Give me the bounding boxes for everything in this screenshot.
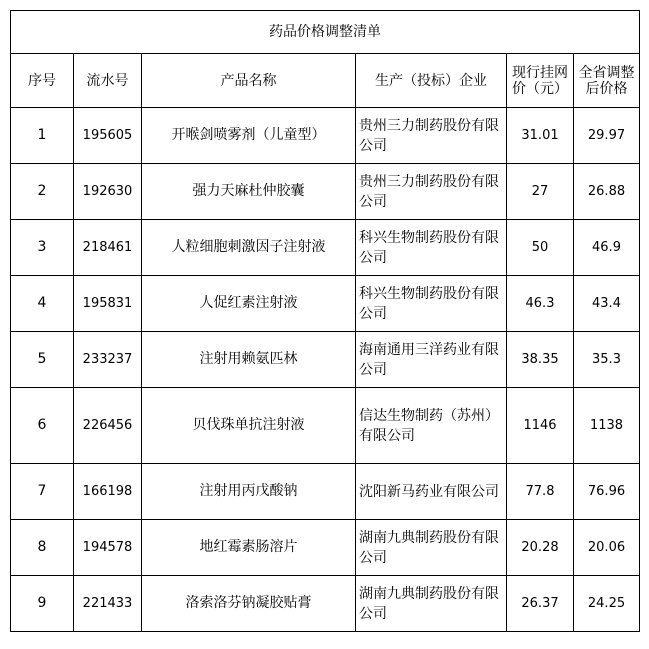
cell-serial: 194578 [74, 520, 142, 576]
cell-company: 贵州三力制药股份有限公司 [356, 108, 507, 164]
cell-serial: 226456 [74, 388, 142, 464]
cell-company: 信达生物制药（苏州）有限公司 [356, 388, 507, 464]
cell-product: 注射用丙戊酸钠 [142, 464, 356, 520]
table-row [11, 108, 640, 164]
cell-serial: 192630 [74, 164, 142, 220]
cell-adjusted-price: 43.4 [574, 276, 640, 332]
cell-adjusted-price: 29.97 [574, 108, 640, 164]
cell-seq: 2 [11, 164, 74, 220]
cell-seq: 4 [11, 276, 74, 332]
cell-current-price: 46.3 [507, 276, 574, 332]
cell-product: 人粒细胞刺激因子注射液 [142, 220, 356, 276]
cell-serial: 233237 [74, 332, 142, 388]
cell-seq: 9 [11, 576, 74, 632]
cell-current-price: 20.28 [507, 520, 574, 576]
header-product: 产品名称 [142, 54, 356, 108]
cell-seq: 7 [11, 464, 74, 520]
header-current-price: 现行挂网价（元） [507, 54, 574, 108]
cell-current-price: 26.37 [507, 576, 574, 632]
cell-company: 海南通用三洋药业有限公司 [356, 332, 507, 388]
cell-serial: 218461 [74, 220, 142, 276]
cell-adjusted-price: 26.88 [574, 164, 640, 220]
cell-company: 湖南九典制药股份有限公司 [356, 576, 507, 632]
cell-adjusted-price: 20.06 [574, 520, 640, 576]
cell-serial: 195831 [74, 276, 142, 332]
cell-current-price: 1146 [507, 388, 574, 464]
table-row [11, 388, 640, 464]
cell-adjusted-price: 35.3 [574, 332, 640, 388]
cell-seq: 8 [11, 520, 74, 576]
price-adjustment-table [10, 10, 640, 632]
cell-adjusted-price: 76.96 [574, 464, 640, 520]
cell-product: 地红霉素肠溶片 [142, 520, 356, 576]
cell-company: 贵州三力制药股份有限公司 [356, 164, 507, 220]
cell-product: 人促红素注射液 [142, 276, 356, 332]
header-company: 生产（投标）企业 [356, 54, 507, 108]
cell-product: 贝伐珠单抗注射液 [142, 388, 356, 464]
header-serial: 流水号 [74, 54, 142, 108]
table-title: 药品价格调整清单 [11, 11, 640, 54]
cell-product: 洛索洛芬钠凝胶贴膏 [142, 576, 356, 632]
cell-company: 湖南九典制药股份有限公司 [356, 520, 507, 576]
cell-current-price: 50 [507, 220, 574, 276]
table-row [11, 576, 640, 632]
cell-current-price: 31.01 [507, 108, 574, 164]
table-row [11, 220, 640, 276]
cell-current-price: 27 [507, 164, 574, 220]
table-row [11, 332, 640, 388]
table-row [11, 276, 640, 332]
cell-seq: 6 [11, 388, 74, 464]
table-row [11, 520, 640, 576]
cell-adjusted-price: 46.9 [574, 220, 640, 276]
table-row [11, 164, 640, 220]
header-row [11, 54, 640, 108]
cell-seq: 1 [11, 108, 74, 164]
cell-company: 科兴生物制药股份有限公司 [356, 220, 507, 276]
cell-company: 科兴生物制药股份有限公司 [356, 276, 507, 332]
title-row [11, 11, 640, 54]
cell-serial: 166198 [74, 464, 142, 520]
cell-current-price: 77.8 [507, 464, 574, 520]
cell-serial: 195605 [74, 108, 142, 164]
cell-adjusted-price: 1138 [574, 388, 640, 464]
table-row [11, 464, 640, 520]
cell-serial: 221433 [74, 576, 142, 632]
cell-seq: 5 [11, 332, 74, 388]
cell-seq: 3 [11, 220, 74, 276]
header-seq: 序号 [11, 54, 74, 108]
cell-product: 注射用赖氨匹林 [142, 332, 356, 388]
cell-adjusted-price: 24.25 [574, 576, 640, 632]
header-adjusted-price: 全省调整后价格 [574, 54, 640, 108]
cell-current-price: 38.35 [507, 332, 574, 388]
cell-company: 沈阳新马药业有限公司 [356, 464, 507, 520]
cell-product: 开喉剑喷雾剂（儿童型） [142, 108, 356, 164]
cell-product: 强力天麻杜仲胶囊 [142, 164, 356, 220]
